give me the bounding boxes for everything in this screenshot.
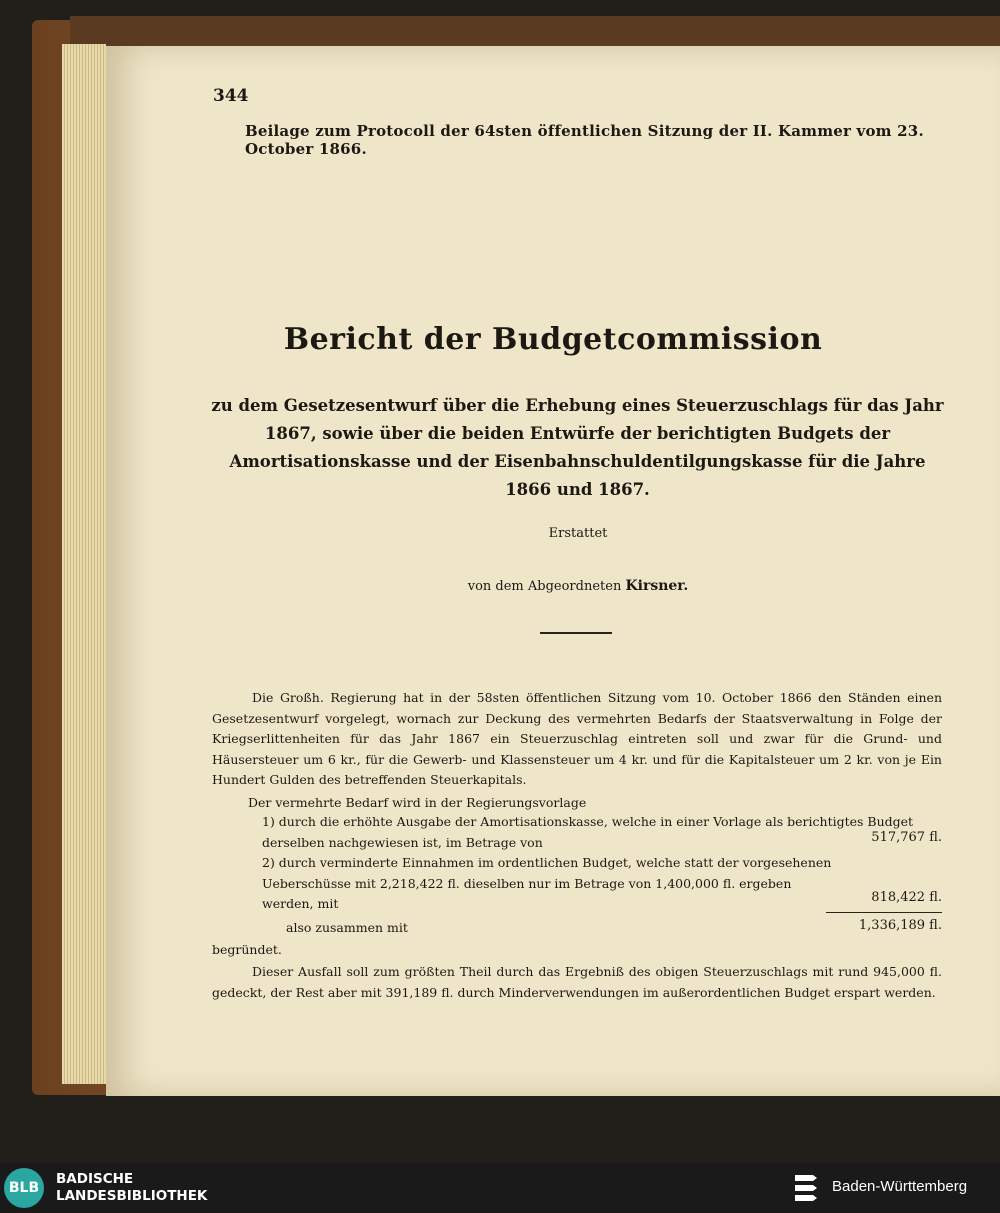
- footer-bar: [0, 1163, 1000, 1213]
- report-title: Bericht der Budgetcommission: [283, 322, 823, 357]
- list-item-2: [262, 853, 832, 915]
- library-name-line2: LANDESBIBLIOTHEK: [56, 1188, 208, 1204]
- section-divider: [540, 632, 612, 634]
- paragraph-intro: Die Großh. Regierung hat in der 58sten öffentlichen Sitzung vom 10. October 1866 den Ständen einen Gesetzesentwurf vorgelegt, wornach zur Deckung des vermehrten Bedarfs der Staatsverwaltung in Folge der Kriegserlittenheiten für das Jahr 1867 ein Steuerzuschlag eintreten soll und zwar für die Grund- und Häusersteuer um 6 kr., für die Gewerb- und Klassensteuer um 4 kr. und für die Kapitalsteuer um 2 kr. von je Ein Hundert Gulden des betreffenden Steuerkapitals.: [212, 690, 942, 787]
- total-label: also zusammen mit: [286, 920, 408, 935]
- library-name[interactable]: [56, 1171, 207, 1205]
- byline-prefix: von dem Abgeordneten: [467, 579, 622, 594]
- paragraph-conclusion: Dieser Ausfall soll zum größten Theil durch das Ergebniß des obigen Steuerzuschlags mit rund 945,000 fl. gedeckt, der Rest aber mit 391,189 fl. durch Minderverwendungen im außerordentlichen Budget erspart werden.: [212, 964, 942, 1000]
- book-cover-top: [70, 16, 1000, 46]
- byline-name: Kirsner.: [625, 578, 689, 594]
- closing-word: begründet.: [212, 942, 282, 957]
- byline: [106, 578, 1000, 594]
- total-rule: [826, 912, 942, 913]
- amount-1: 517,767 fl.: [871, 830, 942, 845]
- blb-logo[interactable]: BLB: [4, 1168, 44, 1208]
- supplement-heading: Beilage zum Protocoll der 64sten öffentlichen Sitzung der II. Kammer vom 23. October 1866.: [245, 122, 924, 158]
- amount-2: 818,422 fl.: [871, 890, 942, 905]
- list-item-2-text: 2) durch verminderte Einnahmen im ordentlichen Budget, welche statt der vorgesehenen Ueberschüsse mit 2,218,422 fl. dieselben nur im Betrage von 1,400,000 fl. ergeben werden, mit: [262, 855, 832, 911]
- page-edges: [62, 44, 106, 1084]
- state-name[interactable]: Baden-Württemberg: [832, 1178, 968, 1195]
- page-paper: [106, 46, 1000, 1096]
- issued-label: Erstattet: [548, 526, 608, 541]
- report-subtitle: zu dem Gesetzesentwurf über die Erhebung eines Steuerzuschlags für das Jahr 1867, sowie über die beiden Entwürfe der berichtigten Budgets der Amortisationskasse und der Eisenbahnschuldentilgungskasse für die Jahre 1866 und 1867.: [211, 396, 944, 499]
- total-amount: 1,336,189 fl.: [858, 918, 942, 933]
- library-name-line1: BADISCHE: [56, 1171, 134, 1187]
- paragraph-lead: Der vermehrte Bedarf wird in der Regierungsvorlage: [248, 795, 587, 810]
- list-item-1-text: 1) durch die erhöhte Ausgabe der Amortisationskasse, welche in einer Vorlage als berichtigtes Budget derselben nachgewiesen ist, im Betrage von: [262, 814, 914, 850]
- page-number: 344: [213, 86, 249, 106]
- lions-crest-icon: [792, 1171, 822, 1205]
